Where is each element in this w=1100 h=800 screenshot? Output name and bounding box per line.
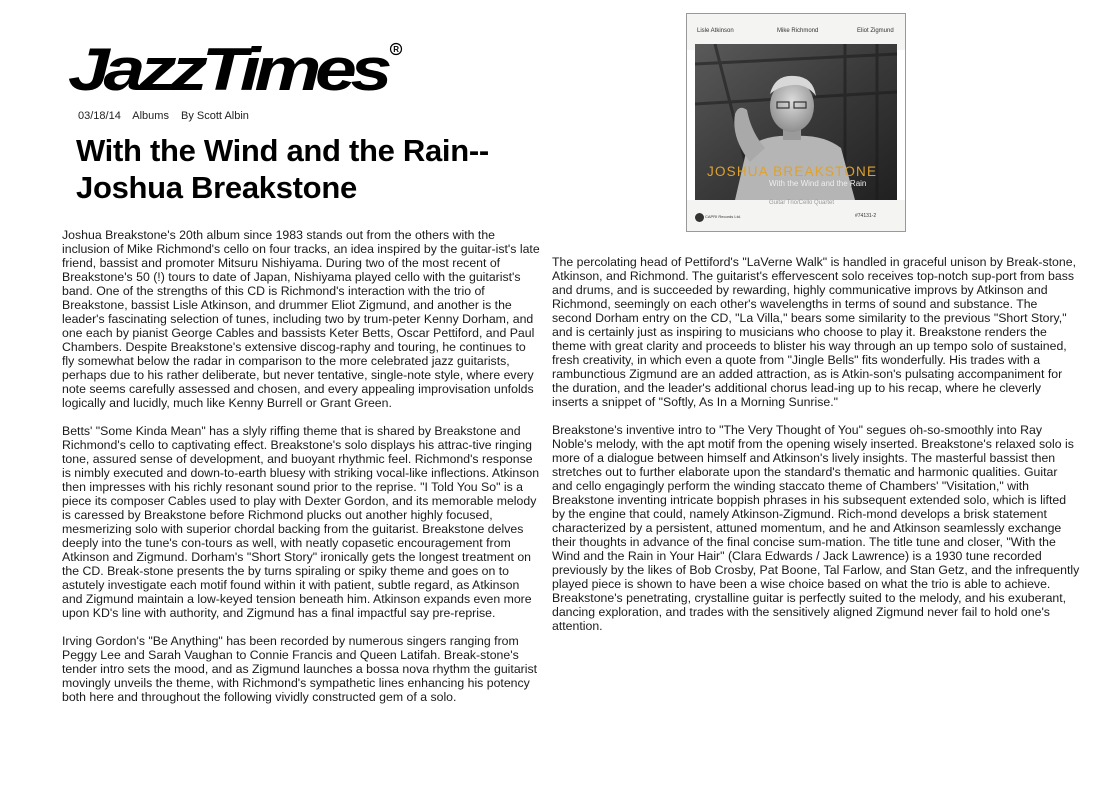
cover-musician-name: Lisle Atkinson xyxy=(697,28,734,34)
cover-catalog-number: #74131-2 xyxy=(855,213,877,219)
article-paragraph: Joshua Breakstone's 20th album since 1983 stands out from the others with the inclusion of Mike Richmond's cello on four tracks, an idea inspired by the guitar-ist's late friend, bassist and promoter Mitsuru Nishiyama. During two of the most recent of Breakstone's 50 (!) tours to date of Japan, Nishiyama played cello with the guitarist's band. One of the strengths of this CD is Richmond's interaction with the trio of Breakstone, bassist Lisle Atkinson, and drummer Eliot Zigmund, and another is the leader's fascinating selection of tunes, including two by trum-peter Kenny Dorham, and one each by pianist George Cables and bassists Keter Betts, Oscar Pettiford, and Paul Chambers. Despite Breakstone's extensive discog-raphy and touring, he continues to fly somewhat below the radar in comparison to the more celebrated jazz guitarists, perhaps due to his rather deliberate, but never tentative, single-note style, where every note seems carefully assessed and chosen, and every appealing improvisation unfolds logically and lucidly, much like Kenny Burrell or Grant Green. xyxy=(62,228,540,410)
article-date: 03/18/14 xyxy=(78,110,121,122)
article-paragraph: The percolating head of Pettiford's "LaVerne Walk" is handled in graceful unison by Break-stone, Atkinson, and Richmond. The guitarist's effervescent solo receives top-notch sup-port from bass and drums, and is succeeded by rewarding, highly communicative improvs by Atkinson and Richmond, seemingly on each other's wavelengths in terms of sound and substance. The second Dorham entry on the CD, "La Villa," bears some similarity to the previous "Short Story," and is certainly just as inspiring to musicians who choose to play it. Breakstone renders the theme with great clarity and proceeds to blister his way through an up tempo solo of sustained, fresh creativity, in which even a quote from "Jingle Bells" fits wonderfully. His trades with a rambunctious Zigmund are an added attraction, as is Atkin-son's pulsating accompaniment for the duration, and the leader's additional chorus lead-ing up to his recap, where he cleverly inserts a snippet of "Softly, As In a Morning Sunrise." xyxy=(552,255,1076,409)
cover-album-title: With the Wind and the Rain xyxy=(769,179,867,188)
registered-mark-icon xyxy=(391,44,402,55)
svg-text:R: R xyxy=(393,45,399,54)
label-logo-icon xyxy=(695,213,704,222)
cover-label: CAPRI Records Ltd. xyxy=(705,214,742,219)
article-paragraph: Betts' "Some Kinda Mean" has a slyly riffing theme that is shared by Breakstone and Richmond's cello to captivating effect. Breakstone's solo displays his attrac-tive ringing tone, assured sense of development, and buoyant rhythmic feel. Richmond's response is nimbly executed and down-to-earth bluesy with striking vocal-like inflections. Atkinson then impresses with his richly resonant sound prior to the reprise. "I Told You So" is a piece its composer Cables used to play with Dexter Gordon, and its memorable melody is caressed by Breakstone before Richmond plucks out another highly focused, mesmerizing solo with superior chordal backing from the guitarist. Breakstone delves deeply into the tune's con-tours as well, with neatly copasetic encouragement from Atkinson and Zigmund. Dorham's "Short Story" ironically gets the longest treatment on the CD. Break-stone presents the by turns spiraling or spiky theme and goes on to astutely investigate each motif found within it with patient, subtle regard, as Atkinson and Zigmund maintain a low-keyed tension beneath him. Atkinson expands even more upon KD's line with authority, and Zigmund has a final impactful say pre-reprise. xyxy=(62,424,540,620)
article-column-left xyxy=(62,228,540,718)
article-byline[interactable]: By Scott Albin xyxy=(181,110,249,122)
jazztimes-logo[interactable] xyxy=(66,40,406,100)
cover-musician-name: Mike Richmond xyxy=(777,28,819,34)
article-column-right xyxy=(552,255,1080,647)
cover-subtitle: Guitar Trio/Cello Quartet xyxy=(769,200,835,206)
article-meta xyxy=(78,110,258,122)
article-paragraph: Breakstone's inventive intro to "The Very Thought of You" segues oh-so-smoothly into Ray Noble's melody, with the apt motif from the opening wisely inserted. Breakstone's relaxed solo is more of a dialogue between himself and Atkinson's lively insights. The masterful bassist then stretches out to further elaborate upon the standard's thematic and harmonic qualities. Guitar and cello engagingly perform the winding staccato theme of Chambers' "Visitation," with Breakstone inventing intricate boppish phrases in his subsequent extended solo, which is lifted by the engine that could, namely Atkinson-Zigmund. Rich-mond develops a brisk statement characterized by a persistent, attuned momentum, and he and Atkinson seamlessly exchange their thoughts in advance of the final concise sum-mation. The title tune and closer, "With the Wind and the Rain in Your Hair" (Clara Edwards / Jack Lawrence) is a 1930 tune recorded previously by the likes of Bob Crosby, Pat Boone, Tal Farlow, and Stan Getz, and the infrequently played piece is shown to have been a wise choice based on what the trio is able to achieve. Breakstone's penetrating, crystalline guitar is perfectly suited to the melody, and his exuberant, dancing exploration, and trades with the sensitively aligned Zigmund never fail to hold one's attention. xyxy=(552,423,1080,633)
article-title: With the Wind and the Rain-- Joshua Breakstone xyxy=(76,133,489,205)
logo-wordmark: JazzTimes xyxy=(68,40,391,100)
cover-artist: JOSHUA BREAKSTONE xyxy=(707,164,878,179)
album-cover[interactable] xyxy=(686,13,906,232)
cover-musician-name: Eliot Zigmund xyxy=(857,28,894,34)
article-paragraph: Irving Gordon's "Be Anything" has been recorded by numerous singers ranging from Peggy Lee and Sarah Vaughan to Connie Francis and Queen Latifah. Break-stone's tender intro sets the mood, and as Zigmund launches a bossa nova rhythm the guitarist movingly unveils the theme, with Richmond's sympathetic lines enhancing his potency both here and throughout the following vividly constructed gem of a solo. xyxy=(62,634,538,704)
article-category[interactable]: Albums xyxy=(132,110,169,122)
